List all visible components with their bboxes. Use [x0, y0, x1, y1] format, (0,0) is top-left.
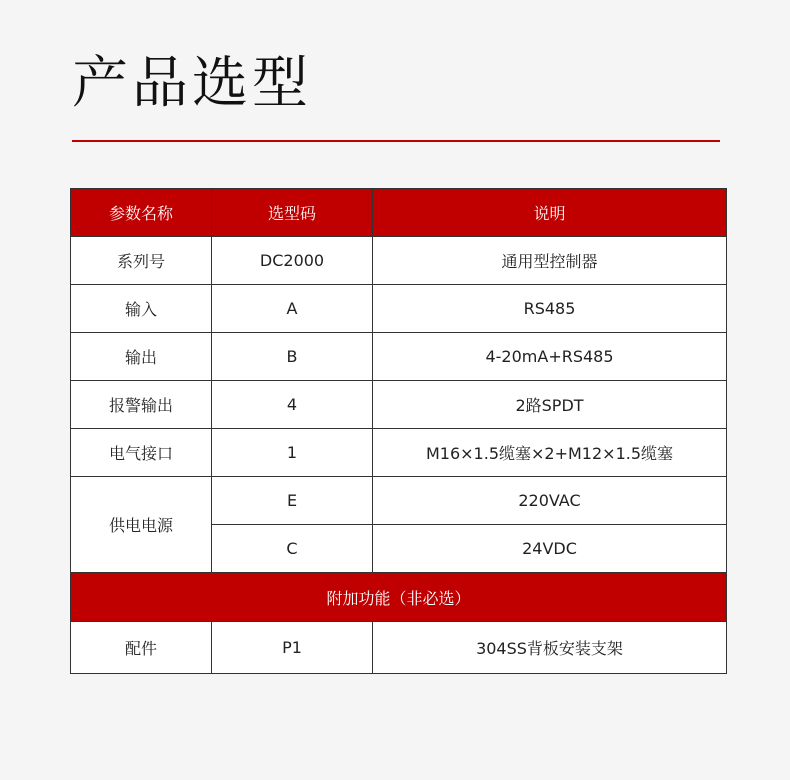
- code-cell: C: [212, 525, 373, 573]
- code-cell: 1: [212, 429, 373, 477]
- param-cell: 报警输出: [71, 381, 212, 429]
- table-header: [71, 189, 727, 237]
- section-title: 附加功能（非必选）: [71, 573, 727, 622]
- title-divider: [72, 140, 720, 142]
- table-row-power: [71, 477, 727, 525]
- param-cell: 系列号: [71, 237, 212, 285]
- param-cell: 电气接口: [71, 429, 212, 477]
- code-cell: A: [212, 285, 373, 333]
- table-row: [71, 333, 727, 381]
- desc-cell: M16×1.5缆塞×2+M12×1.5缆塞: [373, 429, 727, 477]
- table-body: [71, 237, 727, 674]
- table-row: [71, 285, 727, 333]
- desc-cell: 24VDC: [373, 525, 727, 573]
- table-row: [71, 429, 727, 477]
- selection-table: [70, 188, 727, 674]
- header-desc: 说明: [373, 189, 727, 237]
- desc-cell: 4-20mA+RS485: [373, 333, 727, 381]
- desc-cell: 220VAC: [373, 477, 727, 525]
- code-cell: E: [212, 477, 373, 525]
- table-row: [71, 381, 727, 429]
- table-row: [71, 237, 727, 285]
- desc-cell: RS485: [373, 285, 727, 333]
- param-cell-power: 供电电源: [71, 477, 212, 573]
- code-cell: 4: [212, 381, 373, 429]
- desc-cell: 2路SPDT: [373, 381, 727, 429]
- header-param: 参数名称: [71, 189, 212, 237]
- desc-cell: 304SS背板安装支架: [373, 622, 727, 674]
- header-code: 选型码: [212, 189, 373, 237]
- code-cell: DC2000: [212, 237, 373, 285]
- param-cell: 输出: [71, 333, 212, 381]
- param-cell: 输入: [71, 285, 212, 333]
- code-cell: B: [212, 333, 373, 381]
- section-row: [71, 573, 727, 622]
- code-cell: P1: [212, 622, 373, 674]
- table-row: [71, 622, 727, 674]
- param-cell: 配件: [71, 622, 212, 674]
- page-title: 产品选型: [72, 51, 312, 116]
- header-row: [71, 189, 727, 237]
- desc-cell: 通用型控制器: [373, 237, 727, 285]
